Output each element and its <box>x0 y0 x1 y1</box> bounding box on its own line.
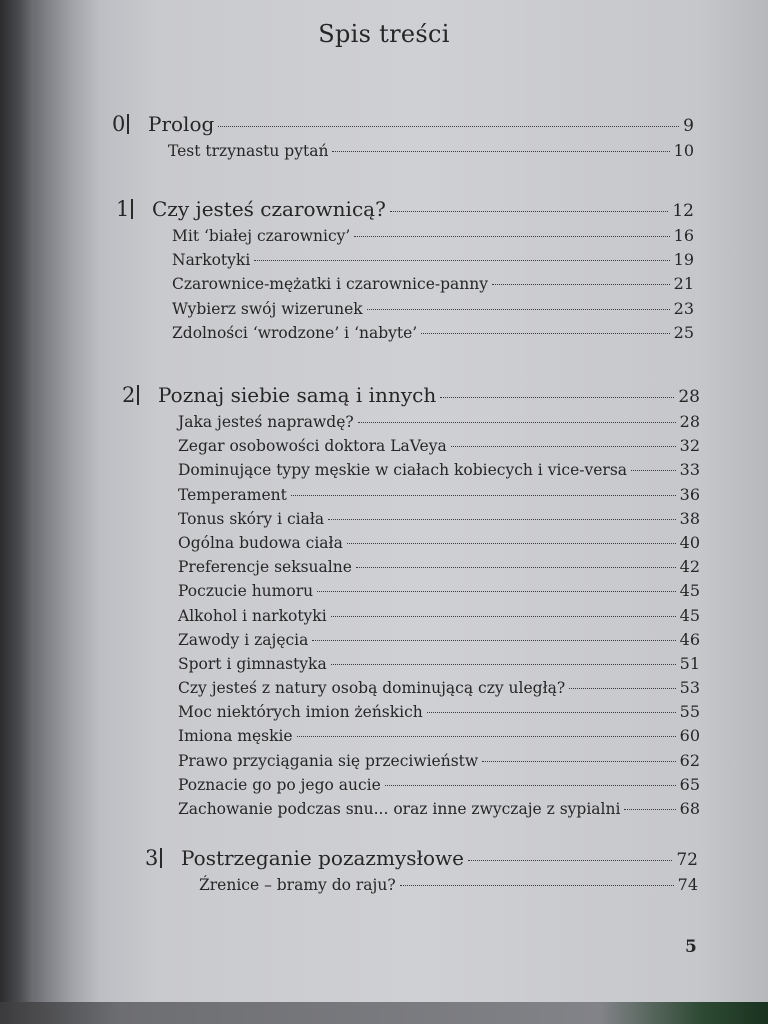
entry-title: Poznacie go po jego aucie <box>178 775 381 794</box>
dot-leader <box>569 688 675 689</box>
entry-title: Zachowanie podczas snu... oraz inne zwyczaje z sypialni <box>178 800 621 818</box>
dot-leader <box>492 284 670 285</box>
chapter-heading[interactable] <box>116 196 694 226</box>
chapter-number <box>116 196 152 221</box>
entry-title: Moc niektórych imion żeńskich <box>178 703 423 722</box>
dot-leader <box>367 309 670 310</box>
entry-title: Poczucie humoru <box>178 582 314 601</box>
dot-leader <box>356 567 676 568</box>
entry-page-number: 32 <box>679 436 700 456</box>
chapter-number <box>145 845 181 870</box>
entry-list <box>168 141 694 165</box>
entry-title: Czy jesteś z natury osobą dominującą czy uległą? <box>178 679 566 698</box>
entry-page-number: 42 <box>679 557 700 577</box>
toc-entry[interactable] <box>178 799 700 823</box>
chapter-page-number: 9 <box>683 116 694 136</box>
dot-leader <box>451 446 676 447</box>
toc-entry[interactable] <box>178 702 700 726</box>
chapter-number-text: 0 <box>112 112 126 136</box>
chapter-number-text: 3 <box>145 846 159 870</box>
chapter-number <box>112 111 148 136</box>
entry-page-number: 68 <box>679 799 700 818</box>
dot-leader <box>354 236 669 237</box>
toc-entry[interactable] <box>178 751 700 775</box>
toc-entry[interactable] <box>178 533 700 557</box>
toc-chapter-1 <box>116 196 694 347</box>
page-folio: 5 <box>685 937 697 957</box>
chapter-number <box>122 382 158 407</box>
toc-entry[interactable] <box>178 630 700 654</box>
entry-page-number: 62 <box>679 750 700 770</box>
entry-page-number: 51 <box>679 653 700 673</box>
chapter-divider <box>131 199 133 219</box>
dot-leader <box>254 260 669 261</box>
entry-page-number: 40 <box>679 532 700 552</box>
entry-title: Narkotyki <box>172 251 251 270</box>
dot-leader <box>385 785 676 786</box>
entry-page-number: 46 <box>679 629 700 649</box>
toc-entry[interactable] <box>178 436 700 460</box>
dot-leader <box>421 333 669 334</box>
toc-entry[interactable] <box>172 323 694 347</box>
toc-entry[interactable] <box>178 557 700 581</box>
entry-page-number: 16 <box>673 226 694 245</box>
entry-page-number: 23 <box>673 298 694 318</box>
dot-leader <box>624 809 675 810</box>
entry-page-number: 10 <box>673 141 694 160</box>
toc-entry[interactable] <box>178 775 700 799</box>
entry-page-number: 60 <box>679 726 700 746</box>
toc-chapter-3 <box>145 845 698 899</box>
dot-leader <box>400 885 674 886</box>
toc-entry[interactable] <box>178 581 700 605</box>
entry-page-number: 33 <box>679 460 700 480</box>
dot-leader <box>312 640 675 641</box>
entry-title: Alkohol i narkotyki <box>178 606 327 625</box>
entry-list <box>178 412 700 823</box>
dot-leader <box>631 470 676 471</box>
entry-title: Ogólna budowa ciała <box>178 533 343 552</box>
entry-title: Wybierz swój wizerunek <box>172 299 363 318</box>
dot-leader <box>331 616 676 617</box>
entry-title: Czarownice-mężatki i czarownice-panny <box>172 275 488 294</box>
entry-title: Zdolności ‘wrodzone’ i ‘nabyte’ <box>172 323 418 342</box>
entry-page-number: 21 <box>673 274 694 294</box>
dot-leader <box>218 126 679 127</box>
entry-title: Test trzynastu pytań <box>168 142 329 160</box>
chapter-heading[interactable] <box>145 845 698 875</box>
toc-entry[interactable] <box>172 226 694 250</box>
chapter-number-text: 2 <box>122 383 136 407</box>
chapter-title: Postrzeganie pozazmysłowe <box>181 846 464 870</box>
toc-entry[interactable] <box>178 485 700 509</box>
entry-page-number: 28 <box>679 412 700 431</box>
dot-leader <box>482 761 675 762</box>
entry-page-number: 19 <box>673 250 694 270</box>
entry-list <box>172 226 694 347</box>
toc-entry[interactable] <box>178 509 700 533</box>
dot-leader <box>297 736 676 737</box>
entry-title: Mit ‘białej czarownicy’ <box>172 227 351 245</box>
dot-leader <box>347 543 676 544</box>
entry-title: Jaka jesteś naprawdę? <box>178 413 354 431</box>
chapter-page-number: 28 <box>678 387 700 407</box>
chapter-title: Poznaj siebie samą i innych <box>158 383 437 407</box>
entry-page-number: 55 <box>679 702 700 722</box>
dot-leader <box>291 495 676 496</box>
entry-page-number: 38 <box>679 508 700 528</box>
toc-entry[interactable] <box>178 726 700 750</box>
chapter-title: Prolog <box>148 112 215 136</box>
entry-page-number: 53 <box>679 678 700 698</box>
entry-title: Tonus skóry i ciała <box>178 509 325 528</box>
chapter-heading[interactable] <box>122 382 700 412</box>
dot-leader <box>317 591 676 592</box>
entry-title: Zegar osobowości doktora LaVeya <box>178 437 447 456</box>
chapter-page-number: 12 <box>672 201 694 221</box>
dot-leader <box>328 519 676 520</box>
entry-page-number: 25 <box>673 322 694 342</box>
entry-title: Imiona męskie <box>178 727 293 746</box>
entry-title: Preferencje seksualne <box>178 558 352 577</box>
entry-list <box>199 875 698 899</box>
entry-page-number: 65 <box>679 774 700 794</box>
chapter-title: Czy jesteś czarownicą? <box>152 197 386 221</box>
toc-entry[interactable] <box>168 141 694 165</box>
toc-entry[interactable] <box>199 875 698 899</box>
toc-title: Spis treści <box>318 20 450 48</box>
entry-title: Zawody i zajęcia <box>178 630 309 649</box>
dot-leader <box>332 151 669 152</box>
chapter-divider <box>160 848 162 868</box>
entry-page-number: 45 <box>679 581 700 601</box>
dot-leader <box>331 664 676 665</box>
entry-page-number: 45 <box>679 605 700 625</box>
chapter-divider <box>127 114 129 134</box>
toc-entry[interactable] <box>178 460 700 484</box>
toc-chapter-0 <box>112 111 694 165</box>
entry-title: Prawo przyciągania się przeciwieństw <box>178 751 479 770</box>
dot-leader <box>390 211 669 212</box>
chapter-page-number: 72 <box>676 850 698 870</box>
toc-entry[interactable] <box>178 606 700 630</box>
dot-leader <box>427 712 676 713</box>
entry-title: Temperament <box>178 485 287 504</box>
entry-title: Dominujące typy męskie w ciałach kobiecych i vice-versa <box>178 461 628 480</box>
chapter-divider <box>137 385 139 405</box>
toc-entry[interactable] <box>172 250 694 274</box>
dot-leader <box>358 422 676 423</box>
dot-leader <box>468 860 672 861</box>
entry-page-number: 36 <box>679 484 700 504</box>
toc-entry[interactable] <box>172 299 694 323</box>
entry-title: Źrenice – bramy do raju? <box>199 876 396 894</box>
dot-leader <box>440 397 674 398</box>
toc-entry[interactable] <box>178 654 700 678</box>
toc-chapter-2 <box>122 382 700 823</box>
toc-entry[interactable] <box>178 412 700 436</box>
chapter-number-text: 1 <box>116 197 130 221</box>
chapter-heading[interactable] <box>112 111 694 141</box>
entry-title: Sport i gimnastyka <box>178 654 327 673</box>
entry-page-number: 74 <box>677 875 698 894</box>
toc-entry[interactable] <box>172 274 694 298</box>
toc-entry[interactable] <box>178 678 700 702</box>
